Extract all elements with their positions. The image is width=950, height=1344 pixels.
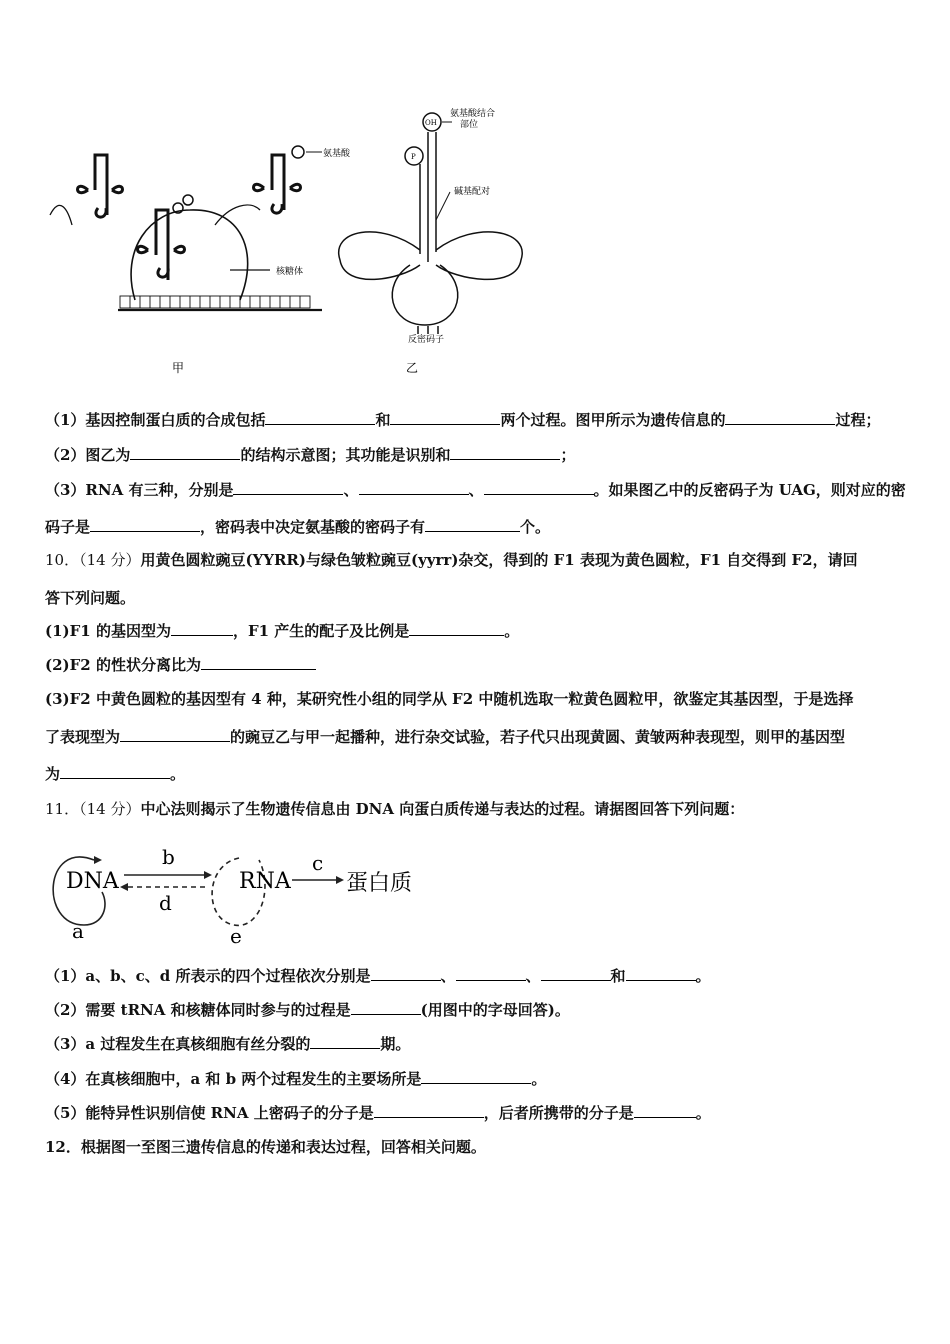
svg-text:蛋白质: 蛋白质	[346, 871, 413, 896]
q9-line1: （1）基因控制蛋白质的合成包括 和 两个过程。图甲所示为遗传信息的 过程；	[45, 411, 881, 429]
svg-text:b: b	[162, 845, 175, 869]
q11-s2: （2）需要 tRNA 和核糖体同时参与的过程是 (用图中的字母回答)。	[45, 1001, 570, 1019]
q10-line1: 10．（14 分）用黄色圆粒豌豆(YYRR)与绿色皱粒豌豆(yyrr)杂交，得到的 F1 表现为黄色圆粒，F1 自交得到 F2，请回	[45, 551, 858, 569]
q9-line4: 码子是 ，密码表中决定氨基酸的密码子有 个。	[45, 518, 551, 536]
svg-text:a: a	[72, 919, 84, 943]
svg-text:乙: 乙	[406, 361, 419, 375]
q11-s3: （3）a 过程发生在真核细胞有丝分裂的 期。	[45, 1035, 411, 1053]
q10-sub3a: (3)F2 中黄色圆粒的基因型有 4 种，某研究性小组的同学从 F2 中随机选取一粒黄色圆粒甲，欲鉴定其基因型，于是选择	[45, 690, 854, 708]
svg-text:碱基配对: 碱基配对	[454, 187, 491, 197]
svg-text:甲: 甲	[172, 361, 185, 375]
svg-text:P: P	[411, 153, 416, 161]
q11-intro: 11．（14 分）中心法则揭示了生物遗传信息由 DNA 向蛋白质传递与表达的过程。请据图回答下列问题：	[45, 800, 745, 818]
q10-sub3d: 为 。	[45, 765, 186, 783]
svg-text:DNA: DNA	[66, 869, 119, 894]
trna-cloverleaf	[339, 113, 522, 334]
svg-text:核糖体: 核糖体	[276, 267, 304, 277]
q10-sub2: (2)F2 的性状分离比为	[45, 655, 910, 675]
svg-text:c: c	[312, 851, 324, 875]
q9-line2: （2）图乙为 的结构示意图；其功能是识别和 ；	[45, 446, 576, 464]
svg-text:d: d	[159, 891, 172, 915]
translation-trna-figure	[40, 100, 560, 390]
svg-text:OH: OH	[425, 119, 437, 127]
svg-text:反密码子: 反密码子	[408, 335, 445, 345]
q11-s5: （5）能特异性识别信使 RNA 上密码子的分子是 ，后者所携带的分子是 。	[45, 1104, 711, 1122]
central-dogma-diagram	[44, 830, 444, 950]
ribosome	[131, 210, 248, 300]
q11-s4: （4）在真核细胞中，a 和 b 两个过程发生的主要场所是 。	[45, 1070, 547, 1088]
q12-intro: 12．根据图一至图三遗传信息的传递和表达过程，回答相关问题。	[45, 1138, 486, 1156]
svg-text:e: e	[230, 924, 242, 948]
svg-text:氨基酸结合: 氨基酸结合	[450, 109, 496, 119]
svg-text:部位: 部位	[460, 120, 479, 130]
q11-s1: （1）a、b、c、d 所表示的四个过程依次分别是 、 、 和 。	[45, 967, 711, 985]
svg-text:氨基酸: 氨基酸	[323, 149, 351, 159]
q10-line2: 答下列问题。	[45, 589, 136, 607]
q10-sub1: (1)F1 的基因型为 ，F1 产生的配子及比例是 。	[45, 622, 520, 640]
q10-sub3b: 了表现型为 的豌豆乙与甲一起播种，进行杂交试验，若子代只出现黄圆、黄皱两种表现型，则甲的基因型	[45, 728, 846, 746]
q9-line3: （3）RNA 有三种，分别是 、 、 。如果图乙中的反密码子为 UAG，则对应的密	[45, 481, 906, 499]
svg-text:RNA: RNA	[239, 869, 291, 894]
